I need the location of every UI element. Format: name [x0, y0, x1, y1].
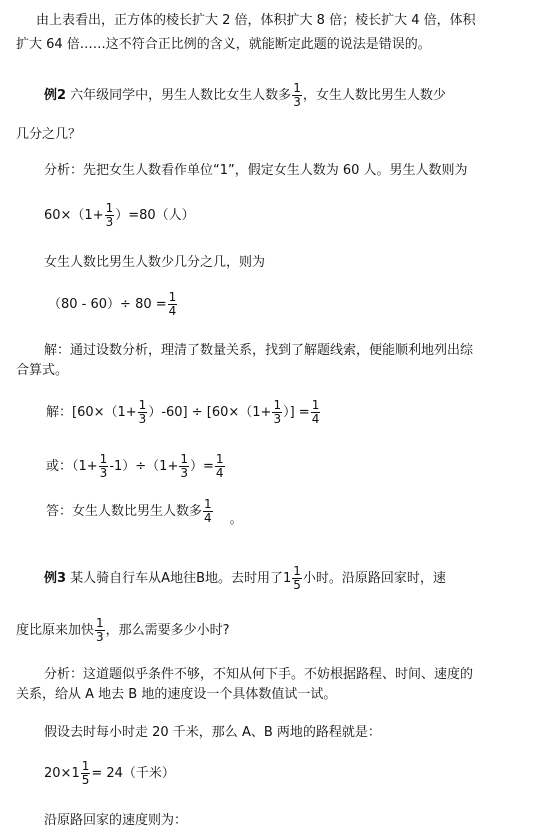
denominator: 3 — [293, 95, 301, 109]
fraction — [95, 617, 105, 644]
paragraph-line: 关系，给从 A 地去 B 地的速度设一个具体数值试一试。 — [16, 687, 337, 702]
equation-text: 解：[60×（1+ — [46, 405, 137, 420]
paragraph-line: 假设去时每小时走 20 千米，那么 A、B 两地的路程就是： — [44, 725, 381, 740]
equation-text: = 24（千米） — [91, 766, 175, 781]
denominator: 3 — [99, 466, 108, 480]
denominator: 3 — [105, 215, 114, 229]
denominator: 4 — [204, 511, 212, 525]
denominator: 5 — [293, 578, 301, 592]
equation — [44, 759, 175, 789]
equation-text: 20× — [44, 766, 72, 781]
example-label: 例3 — [44, 571, 67, 586]
question-text: 度比原来加快 — [16, 623, 95, 638]
denominator: 4 — [168, 304, 177, 318]
question-text: 小时。沿原路回家时，速 — [302, 571, 446, 586]
equation-text: （80 - 60）÷ 80 = — [48, 297, 167, 312]
denominator: 3 — [273, 412, 282, 426]
equation-text: ）-60] ÷ [60×（1+ — [148, 405, 272, 420]
numerator: 1 — [293, 564, 301, 578]
paragraph-line: 合算式。 — [16, 363, 69, 378]
denominator: 3 — [180, 466, 188, 480]
denominator: 5 — [81, 773, 90, 787]
equation-text: ）= — [189, 459, 214, 474]
fraction — [81, 760, 91, 787]
equation-text: -1）÷（1+ — [109, 459, 179, 474]
fraction — [99, 453, 109, 480]
equation — [46, 452, 226, 482]
answer-text: 答：女生人数比男生人数多 — [46, 504, 203, 519]
paragraph-line: 分析：先把女生人数看作单位“1”，假定女生人数为 60 人。男生人数则为 — [44, 163, 468, 178]
numerator: 1 — [105, 201, 114, 215]
question-text: 六年级同学中，男生人数比女生人数多 — [66, 88, 292, 103]
paragraph-line: 沿原路回家的速度则为： — [44, 813, 188, 828]
fraction — [292, 565, 302, 592]
paragraph-line: 扩大 64 倍……这不符合正比例的含义，就能断定此题的说法是错误的。 — [16, 37, 431, 52]
paragraph-line: 女生人数比男生人数少几分之几，则为 — [44, 255, 266, 270]
numerator: 1 — [293, 81, 301, 95]
fraction — [292, 82, 302, 109]
denominator: 3 — [96, 630, 104, 644]
numerator: 1 — [180, 452, 188, 466]
paragraph-line: 由上表看出，正方体的棱长扩大 2 倍，体积扩大 8 倍；棱长扩大 4 倍，体积 — [36, 13, 476, 28]
answer-text: 。 — [229, 512, 243, 527]
numerator: 1 — [96, 616, 104, 630]
fraction — [168, 291, 178, 318]
equation-text: ）=80（人） — [115, 208, 195, 223]
equation — [48, 290, 178, 320]
answer — [46, 497, 243, 527]
equation — [46, 398, 321, 428]
fraction — [179, 453, 189, 480]
question-text: ，女生人数比男生人数少 — [302, 88, 446, 103]
denominator: 4 — [215, 466, 224, 480]
question-text: ，那么需要多少小时? — [105, 623, 230, 638]
denominator: 4 — [311, 412, 320, 426]
denominator: 3 — [138, 412, 147, 426]
numerator: 1 — [168, 290, 177, 304]
fraction — [215, 453, 225, 480]
numerator: 1 — [81, 759, 90, 773]
mixed-number-integer: 1 — [283, 571, 292, 586]
equation-text: ）] = — [283, 405, 310, 420]
numerator: 1 — [273, 398, 282, 412]
mixed-number-integer: 1 — [71, 766, 80, 781]
fraction — [272, 399, 282, 426]
paragraph-line: 解：通过设数分析，理清了数量关系，找到了解题线索，便能顺利地列出综 — [44, 343, 474, 358]
equation-text: 60×（1+ — [44, 208, 104, 223]
numerator: 1 — [204, 497, 212, 511]
equation-text: 或：（1+ — [46, 459, 98, 474]
equation — [44, 201, 195, 231]
fraction — [311, 399, 321, 426]
question-text: 某人骑自行车从A地往B地。去时用了 — [66, 571, 283, 586]
numerator: 1 — [99, 452, 108, 466]
example-2-question — [44, 82, 446, 110]
paragraph-line: 几分之几？ — [16, 127, 82, 142]
fraction — [138, 399, 148, 426]
fraction — [105, 202, 115, 229]
example-3-question — [16, 616, 230, 646]
example-label: 例2 — [44, 88, 67, 103]
numerator: 1 — [215, 452, 224, 466]
numerator: 1 — [138, 398, 147, 412]
example-3-question — [44, 564, 446, 594]
paragraph-line: 分析：这道题似乎条件不够，不知从何下手。不妨根据路程、时间、速度的 — [44, 667, 474, 682]
numerator: 1 — [311, 398, 320, 412]
fraction — [203, 498, 213, 525]
